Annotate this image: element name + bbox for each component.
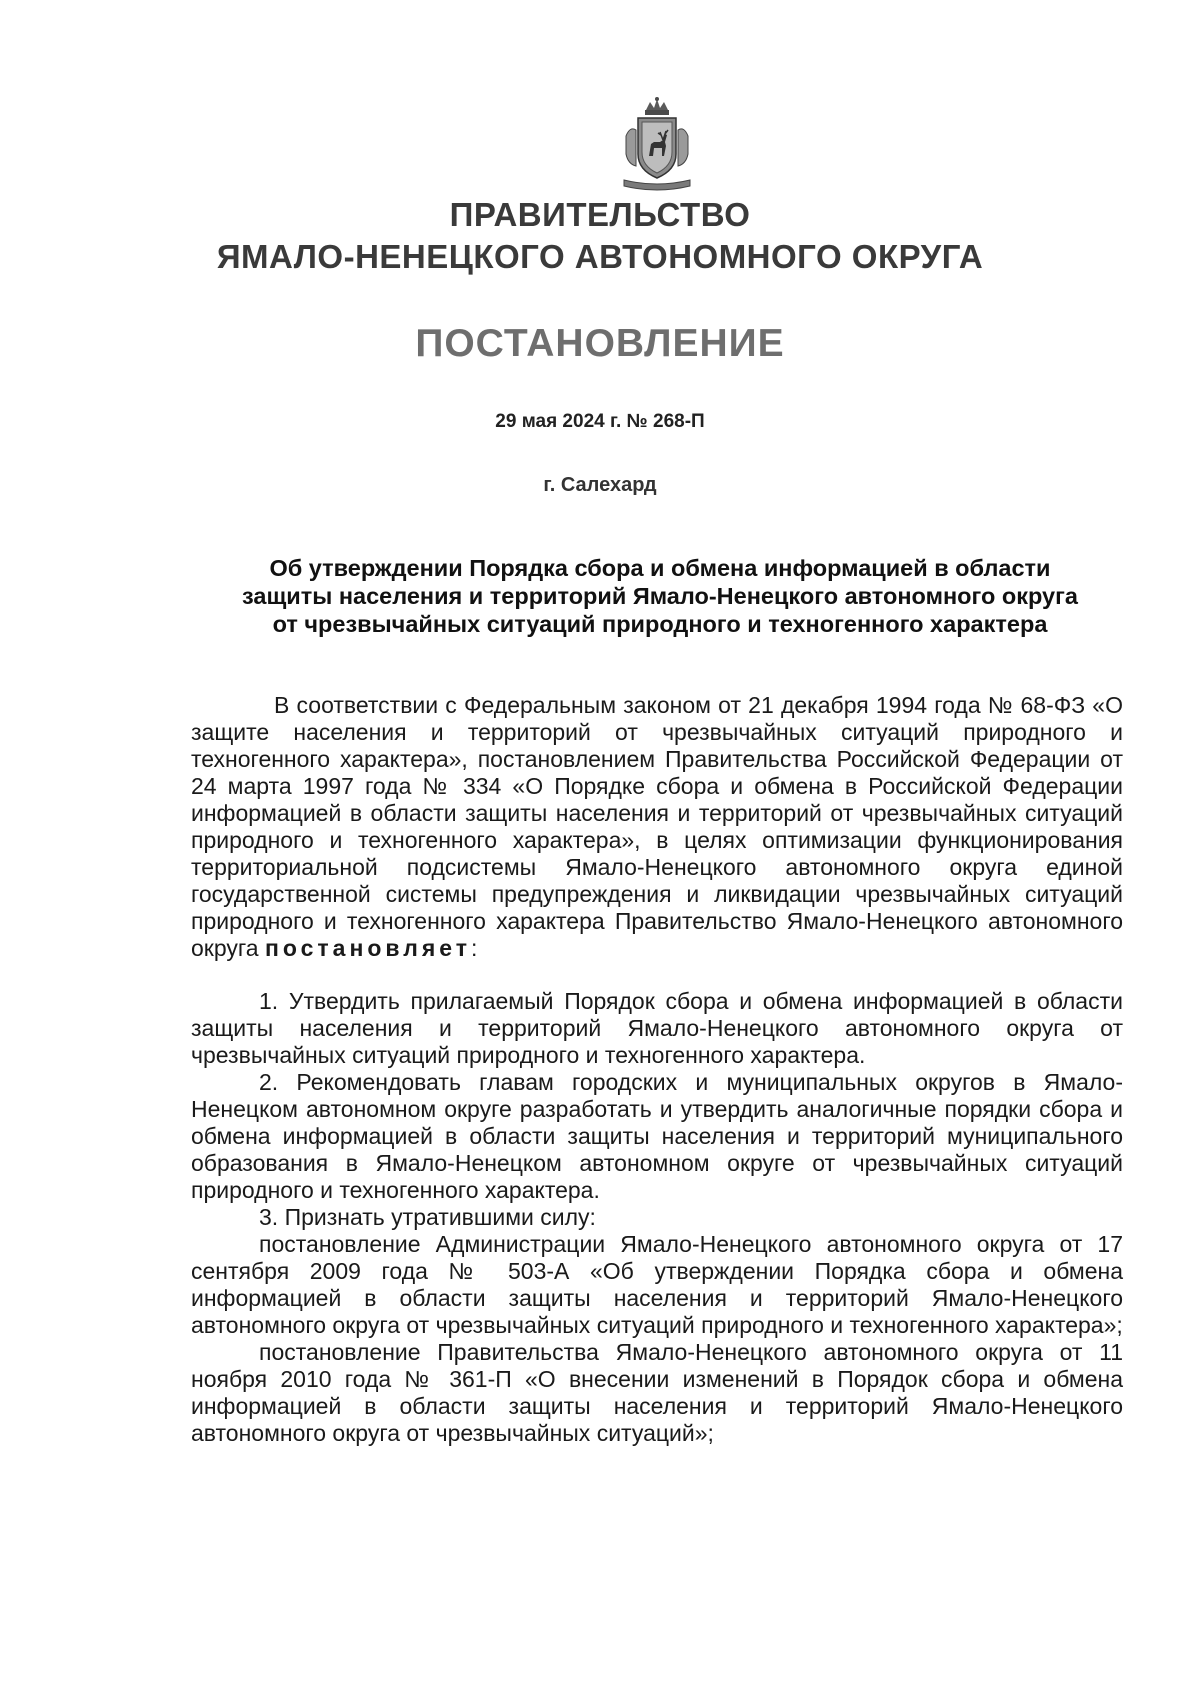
document-title-line: защиты населения и территорий Ямало-Ненецкого автономного округа [242,583,1078,609]
resolution-item-3: 3. Признать утратившими силу: [259,1204,596,1230]
repealed-act-2: постановление Правительства Ямало-Ненецкого автономного округа от 11 ноября 2010 года № 361-П «О внесении изменений в Порядок сбора и обмена информацией в области защиты населения и территорий Ямало-Ненецкого автономного округа от чрезвычайных ситуаций»; [191,1339,1123,1446]
document-city: г. Салехард [543,474,657,496]
repealed-act-1: постановление Администрации Ямало-Ненецкого автономного округа от 17 сентября 2009 года № 503-А «Об утверждении Порядка сбора и обмена информацией в области защиты населения и территорий Ямало-Ненецкого автономного округа от чрезвычайных ситуаций природного и техногенного характера»; [191,1231,1123,1338]
resolves-word: постановляет [264,935,471,961]
document-title-line: от чрезвычайных ситуаций природного и техногенного характера [272,611,1048,637]
preamble-text: В соответствии с Федеральным законом от 21 декабря 1994 года № 68-ФЗ «О защите населения и территорий от чрезвычайных ситуаций природного и техногенного характера», постановлением Правительства Российской Федерации от 24 марта 1997 года № 334 «О Порядке сбора и обмена в Российской Федерации информацией в области защиты населения и территорий от чрезвычайных ситуаций природного и техногенного характера», в целях оптимизации функционирования территориальной подсистемы Ямало-Ненецкого автономного округа единой государственной системы предупреждения и ликвидации чрезвычайных ситуаций природного и техногенного характера Правительство Ямало-Ненецкого автономного округа [191,692,1123,961]
coat-of-arms-icon [616,96,698,196]
document-type-heading: ПОСТАНОВЛЕНИЕ [415,322,785,365]
document-title-line: Об утверждении Порядка сбора и обмена информацией в области [269,555,1051,581]
preamble-paragraph [191,692,1123,962]
resolves-colon: : [471,935,478,961]
document-body [191,692,1123,1447]
document-title [190,554,1130,638]
government-name-line2: ЯМАЛО-НЕНЕЦКОГО АВТОНОМНОГО ОКРУГА [216,238,984,275]
document-date-number: 29 мая 2024 г. № 268-П [495,411,705,432]
resolution-item-1: 1. Утвердить прилагаемый Порядок сбора и обмена информацией в области защиты населения и территорий Ямало-Ненецкого автономного округа от чрезвычайных ситуаций природного и техногенного характера. [191,988,1123,1068]
resolution-item-2: 2. Рекомендовать главам городских и муниципальных округов в Ямало-Ненецком автономном округе разработать и утвердить аналогичные порядки сбора и обмена информацией в области защиты населения и территорий муниципального образования в Ямало-Ненецком автономном округе от чрезвычайных ситуаций природного и техногенного характера. [191,1069,1123,1203]
government-name-line1: ПРАВИТЕЛЬСТВО [449,196,751,233]
